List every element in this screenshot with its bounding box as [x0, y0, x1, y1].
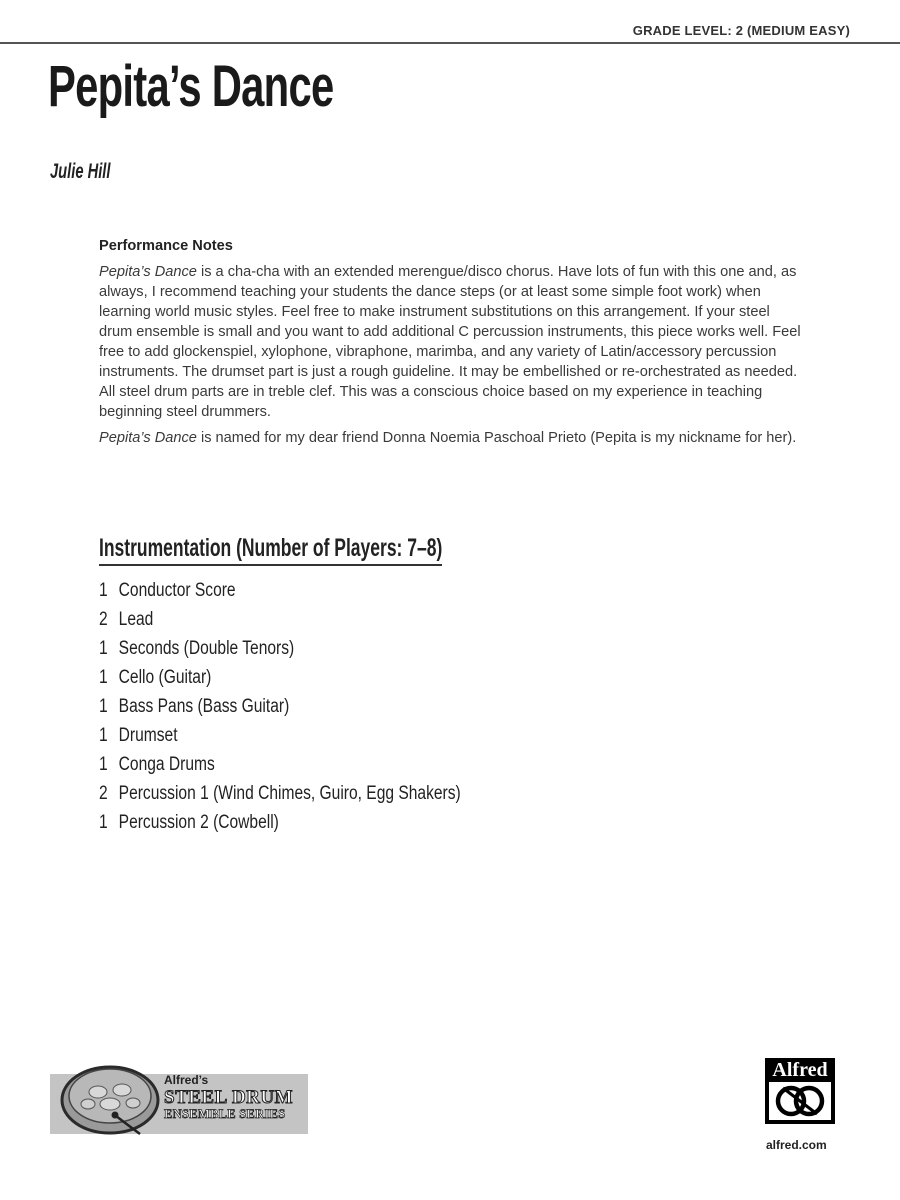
top-rule — [0, 42, 900, 44]
instrument-qty: 1 — [99, 725, 108, 746]
instrument-item — [99, 665, 461, 694]
instrument-qty: 1 — [99, 754, 108, 775]
instrument-item — [99, 723, 461, 752]
series-logo-line2: STEEL DRUM — [164, 1087, 294, 1108]
alfred-mark-panel — [769, 1082, 831, 1120]
performance-notes-heading: Performance Notes — [99, 238, 233, 254]
instrument-qty: 1 — [99, 696, 108, 717]
instrument-qty: 2 — [99, 609, 108, 630]
notes-paragraph-1 — [99, 262, 805, 422]
instrument-item — [99, 810, 461, 839]
instrument-name: Lead — [118, 609, 154, 630]
publisher-url[interactable]: alfred.com — [766, 1138, 827, 1152]
instrument-qty: 1 — [99, 812, 108, 833]
instrumentation-list — [99, 578, 540, 839]
instrument-qty: 1 — [99, 638, 108, 659]
series-logo-text — [164, 1074, 293, 1121]
instrument-name: Conga Drums — [118, 754, 215, 775]
instrument-name: Seconds (Double Tenors) — [118, 638, 295, 659]
instrument-qty: 1 — [99, 667, 108, 688]
instrument-item — [99, 578, 461, 607]
instrument-name: Percussion 1 (Wind Chimes, Guiro, Egg Shakers) — [118, 783, 461, 804]
instrument-name: Conductor Score — [118, 580, 236, 601]
instrument-name: Bass Pans (Bass Guitar) — [118, 696, 290, 717]
instrument-item — [99, 607, 461, 636]
alfred-logo — [765, 1058, 835, 1124]
steel-drum-series-logo — [50, 1056, 312, 1138]
performance-notes — [99, 236, 805, 454]
alfred-logo-text: Alfred — [772, 1059, 828, 1081]
notes-p2-text: is named for my dear friend Donna Noemia Paschoal Prieto (Pepita is my nickname for her). — [196, 430, 797, 446]
page-title: Pepita’s Dance — [48, 54, 334, 119]
instrument-item — [99, 752, 461, 781]
alfred-mark-icon — [769, 1082, 831, 1120]
grade-level: GRADE LEVEL: 2 (MEDIUM EASY) — [632, 23, 850, 38]
instrument-item — [99, 781, 461, 810]
steel-drum-icon — [58, 1056, 162, 1138]
series-logo-line1: Alfred’s — [164, 1073, 209, 1087]
instrument-item — [99, 636, 461, 665]
instrumentation-heading: Instrumentation (Number of Players: 7–8) — [99, 534, 442, 566]
instrument-name: Cello (Guitar) — [118, 667, 212, 688]
instrument-qty: 1 — [99, 580, 108, 601]
composer-name: Julie Hill — [50, 160, 111, 183]
series-logo-line3: ENSEMBLE SERIES — [164, 1107, 286, 1121]
instrument-name: Drumset — [118, 725, 178, 746]
instrument-name: Percussion 2 (Cowbell) — [118, 812, 279, 833]
instrument-qty: 2 — [99, 783, 108, 804]
notes-p1-text: is a cha-cha with an extended merengue/disco chorus. Have lots of fun with this one and, as always, I recommend teaching your students the dance steps (or at least some simple foot work) when learning world music styles. Feel free to make instrument substitutions on this arrangement. If your steel drum ensemble is small and you want to add additional C percussion instruments, this piece works well. Feel free to add glockenspiel, xylophone, vibraphone, marimba, and any variety of Latin/accessory percussion instruments. The drumset part is just a rough guideline. It may be embellished or re-orchestrated as needed. All steel drum parts are in treble clef. This was a conscious choice based on my experience in teaching beginning steel drummers. — [99, 264, 801, 420]
notes-paragraph-2 — [99, 428, 805, 448]
instrument-item — [99, 694, 461, 723]
notes-p1-title: Pepita’s Dance — [99, 264, 197, 280]
notes-p2-title: Pepita’s Dance — [99, 430, 197, 446]
